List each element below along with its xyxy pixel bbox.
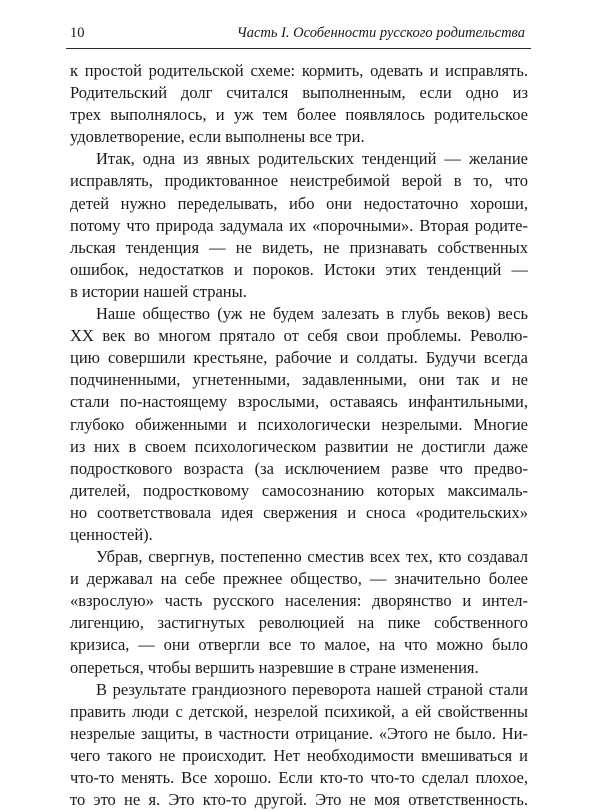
text-line: цию совершили крестьяне, рабочие и солдаты. Будучи всегда (70, 348, 528, 368)
text-line: детей нужно переделывать, ибо они недостаточно хороши, (70, 193, 528, 213)
paragraph-2 (70, 148, 528, 303)
text-line: XX век во многом прятало от себя свои проблемы. Револю- (70, 326, 528, 346)
text-line: удовлетворение, если выполнены все три. (70, 127, 365, 147)
text-line: глубоко обиженными и психологически незрелыми. Многие (70, 414, 528, 434)
text-line: ошибок, недостатков и пороков. Истоки этих тенденций — (70, 259, 528, 279)
paragraph-3 (70, 303, 528, 546)
text-line: кризиса, — они отвергли все то малое, на что можно было (70, 635, 528, 655)
text-line: но соответствовала идея свержения и сноса «родительских» (70, 502, 528, 522)
text-line: подчиненными, угнетенными, задавленными, они так и не (70, 370, 528, 390)
text-line: из них в своем психологическом развитии не достигли даже (70, 436, 528, 456)
text-line: Наше общество (уж не будем залезать в глубь веков) весь (96, 304, 528, 324)
text-line: лигенцию, застигнутых революцией на пике собственного (70, 613, 528, 633)
text-line: Итак, одна из явных родительских тенденций — желание (96, 149, 528, 169)
paragraph-5 (70, 679, 528, 811)
text-line: незрелые защиты, в частности отрицание. «Этого не было. Ни- (70, 723, 528, 743)
text-line: Родительский долг считался выполненным, если одно из (70, 83, 528, 103)
text-line: дителей, подростковому самосознанию которых максималь- (70, 480, 528, 500)
text-line: ценностей). (70, 524, 153, 544)
paragraph-4 (70, 546, 528, 679)
running-title: Часть I. Особенности русского родительства (236, 25, 525, 41)
text-line: трех выполнялось, и уж тем более появлялось родительское (70, 105, 528, 125)
text-line: чего такого не происходит. Нет необходимости вмешиваться и (70, 745, 528, 765)
text-line: подросткового возраста (за исключением разве что предво- (70, 458, 528, 478)
text-line: исправлять, продиктованное неистребимой верой в то, что (70, 171, 528, 191)
running-head (66, 22, 531, 49)
body-text (70, 60, 528, 811)
text-line: к простой родительской схеме: кормить, одевать и исправлять. (70, 61, 528, 80)
paragraph-1 (70, 60, 528, 148)
page-number: 10 (70, 25, 85, 41)
text-line: то это не я. Это кто-то другой. Это не моя ответственность. (70, 790, 528, 810)
text-line: потому что природа задумала их «порочными». Вторая родите- (70, 215, 528, 235)
text-line: опереться, чтобы вершить назревшие в стране изменения. (70, 657, 479, 677)
text-line: и державал на себе прежнее общество, — значительно более (70, 569, 528, 589)
text-line: стали по-настоящему взрослыми, оставаясь инфантильными, (70, 392, 528, 412)
text-line: льская тенденция — не видеть, не признавать собственных (70, 237, 528, 257)
text-line: что-то менять. Все хорошо. Если кто-то что-то сделал плохое, (70, 768, 528, 787)
text-line: Убрав, свергнув, постепенно сместив всех тех, кто создавал (96, 547, 528, 567)
text-line: В результате грандиозного переворота нашей страной стали (96, 679, 528, 699)
text-line: править люди с детской, незрелой психикой, а ей свойственны (70, 701, 528, 721)
text-line: «взрослую» часть русского населения: дворянство и интел- (70, 591, 528, 611)
text-line: в истории нашей страны. (70, 281, 247, 301)
